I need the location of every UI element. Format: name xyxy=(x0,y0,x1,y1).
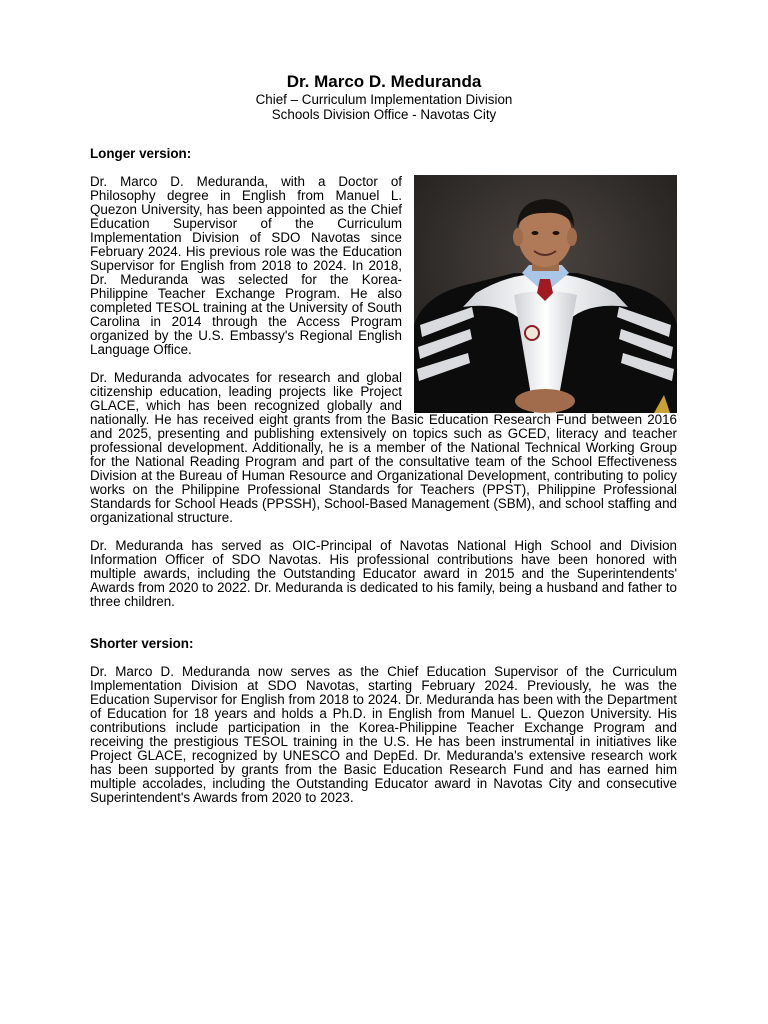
page-title: Dr. Marco D. Meduranda xyxy=(286,72,482,91)
office-line: Schools Division Office - Navotas City xyxy=(271,107,497,122)
longer-version-heading: Longer version: xyxy=(90,146,192,161)
longer-paragraph-2: Dr. Meduranda advocates for research and global citizenship education, leading projects like Project GLACE, which has been recognized globally and nationally. He has received eight grants from the Basic Education Research Fund between 2016 and 2025, presenting and publishing extensively on topics such as GCED, literacy and teacher professional development. Additionally, he is a member of the National Technical Working Group for the National Reading Program and part of the consultative team of the School Effectiveness Division at the Bureau of Human Resource and Organizational Development, contributing to policy works on the Philippine Professional Standards for Teachers (PPST), Philippine Professional Standards for School Heads (PPSSH), School-Based Management (SBM), and school staffing and organizational structure. xyxy=(90,370,677,525)
shorter-paragraph-1: Dr. Marco D. Meduranda now serves as the Chief Education Supervisor of the Curriculum Implementation Division at SDO Navotas, starting February 2024. Previously, he was the Education Supervisor for English from 2018 to 2024. Dr. Meduranda has been with the Department of Education for 18 years and holds a Ph.D. in English from Manuel L. Quezon University. His contributions include participation in the Korea-Philippine Teacher Exchange Program and receiving the prestigious TESOL training in the U.S. He has been instrumental in initiatives like Project GLACE, recognized by UNESCO and DepEd. Dr. Meduranda's extensive research work has been supported by grants from the Basic Education Research Fund and has earned him multiple accolades, including the Outstanding Educator award in Navotas City and consecutive Superintendent's Awards from 2020 to 2023. xyxy=(90,664,677,805)
portrait-image xyxy=(414,175,677,413)
document-header xyxy=(90,72,678,122)
document-body xyxy=(90,147,677,805)
shorter-version-heading: Shorter version: xyxy=(90,636,194,651)
portrait-photo xyxy=(414,175,677,413)
longer-paragraph-3: Dr. Meduranda has served as OIC-Principal of Navotas National High School and Division Information Officer of SDO Navotas. His professional contributions have been honored with multiple awards, including the Outstanding Educator award in 2015 and the Superintendents' Awards from 2020 to 2022. Dr. Meduranda is dedicated to his family, being a husband and father to three children. xyxy=(90,538,677,609)
position-line: Chief – Curriculum Implementation Division xyxy=(255,92,513,107)
longer-paragraph-1: Dr. Marco D. Meduranda, with a Doctor of Philosophy degree in English from Manuel L. Quezon University, has been appointed as the Chief Education Supervisor of the Curriculum Implementation Division of SDO Navotas since February 2024. His previous role was the Education Supervisor for English from 2018 to 2024. In 2018, Dr. Meduranda was selected for the Korea-Philippine Teacher Exchange Program. He also completed TESOL training at the University of South Carolina in 2014 through the Access Program organized by the U.S. Embassy's Regional English Language Office. xyxy=(90,174,402,357)
